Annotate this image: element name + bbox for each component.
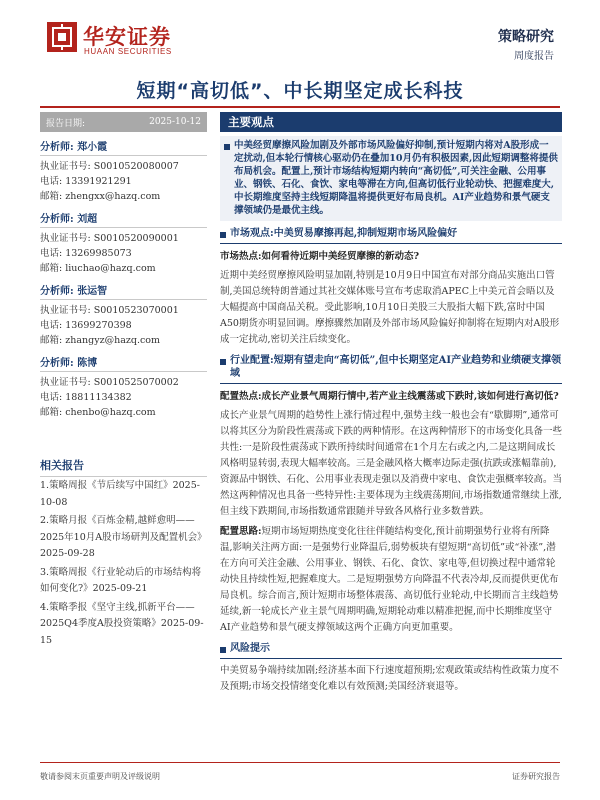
analyst-cert: 执业证书号: S0010523070001 (40, 305, 179, 316)
analyst-column (40, 112, 207, 420)
footer-label: 证券研究报告 (512, 772, 560, 781)
analyst-name-row (40, 282, 207, 297)
report-date-label: 报告日期: (46, 118, 86, 129)
square-bullet-icon (224, 144, 230, 150)
related-report-link[interactable]: 2.策略月报《百炼金精,越鲜愈明——2025年10月A股市场研判及配置机会》2025-09-28 (40, 515, 207, 559)
analyst-card (40, 138, 207, 204)
summary-text: 中美经贸摩擦风险加剧及外部市场风险偏好抑制,预计短期内将对A股形成一定扰动,但本轮行情核心驱动仍在叠加10月仍有积极因素,因此短期调整将提供布局机会。配置上,预计市场结构短期内转向“高切低”,可关注金融、公用事业、钢铁、石化、食饮、家电等滞在方向,但高切低行业轮动快、把握难度大,中长期维度坚持主线短期降温将提供更好布局良机。AI产业趋势和景气硬支撑领域仍是最优主线。 (234, 140, 558, 216)
allocation-paragraph: 成长产业景气周期的趋势性上涨行情过程中,强势主线一般也会有“歇脚期”,通常可以将其区分为阶段性震荡或下跌的两种情形。在这两种情形下的市场变化具备一些共性:一是阶段性震荡或下跌所持续时间通常在1个月左右或之内,二是这期间成长风格明显转弱,表现大幅率较高。三是金融风格大概率边际走强(抗跌或涨幅靠前),资源品中钢铁、石化、公用事业表现走强以及消费中家电、食饮走强概率较高。当然这两种情况也具备一些特异性:主要体现为主线震荡期间,市场指数通常继续上涨,但主线下跌期间,市场指数通常跟随并导致各风格行业多数普跌。 (220, 410, 563, 517)
analyst-email[interactable]: 邮箱: zhengxx@hazq.com (40, 191, 161, 202)
section-title-main-points: 主要观点 (220, 112, 562, 132)
summary-box (220, 136, 562, 221)
analyst-name: 刘超 (77, 214, 98, 225)
analyst-role: 分析师: (40, 358, 74, 369)
related-report-link[interactable]: 1.策略周报《节后续写中国红》2025-10-08 (40, 480, 200, 508)
footer-divider (40, 762, 560, 763)
risk-paragraph: 中美贸易争端持续加剧;经济基本面下行速度超预期;宏观政策或结构性政策力度不及预期;市场交投情绪变化难以有效预测;美国经济衰退等。 (220, 665, 559, 692)
analyst-name: 陈博 (77, 358, 98, 369)
allocation-hotspot-question: 配置热点:成长产业景气周期行情中,若产业主线震荡或下跌时,该如何进行高切低? (220, 391, 559, 402)
report-title: 短期“高切低”、中长期坚定成长科技 (136, 80, 464, 102)
allocation-strategy-text: 短期市场短期热度变化往往伴随结构变化,预计前期强势行业将有所降温,影响关注两方面:一是强势行业降温后,弱势板块有望短期“高切低”或“补涨”,潜在方向可关注金融、公用事业、钢铁、石化、食饮、家电等,但切换过程中通常轮动快且持续性短,把握难度大。二是短期强势方向降温不代表冷却,反而提供更优布局良机。综合而言,预计短期市场整体震荡、高切低行业轮动,中长期而言主线趋势延续,新一轮成长产业主景气周期明确,短期轮动难以精准把握,而中长期维度坚守AI产业趋势和景气硬支撑领域这两个正确方向更加重要。 (220, 526, 559, 633)
allocation-strategy-lead: 配置思路: (220, 526, 262, 537)
analyst-divider (40, 299, 207, 300)
analyst-name-row (40, 210, 207, 225)
heading-underline (220, 383, 562, 384)
market-view-paragraph: 近期中美经贸摩擦风险明显加剧,特别是10月9日中国宣布对部分商品实施出口管制,美国总统特朗普通过其社交媒体账号宣布考虑取消APEC上中美元首会晤以及大幅提高中国商品关税。受此影响,10月10日美股三大股指大幅下跌,富时中国A50期货亦明显回调。摩擦骤然加剧及外部市场风险偏好抑制将在短期内对A股形成一定扰动,密切关注后续变化。 (220, 270, 560, 345)
analyst-phone: 电话: 13699270398 (40, 320, 132, 331)
heading-underline (220, 243, 562, 244)
analyst-name-row (40, 354, 207, 369)
square-bullet-icon (220, 359, 226, 365)
related-report-link[interactable]: 3.策略周报《行业轮动后的市场结构将如何变化?》2025-09-21 (40, 566, 202, 594)
analyst-card (40, 282, 207, 348)
risk-title: 风险提示 (230, 643, 270, 654)
analyst-role: 分析师: (40, 142, 74, 153)
analyst-role: 分析师: (40, 286, 74, 297)
analyst-divider (40, 371, 207, 372)
analyst-role: 分析师: (40, 214, 74, 225)
main-content (220, 112, 562, 695)
related-reports-list (40, 478, 207, 651)
analyst-name-row (40, 138, 207, 153)
analyst-name: 张运智 (77, 286, 108, 297)
report-date-bar (40, 112, 207, 132)
report-header (0, 0, 600, 66)
industry-allocation-heading (220, 354, 562, 384)
company-logo-english: HUAAN SECURITIES (84, 47, 172, 56)
footer-disclaimer[interactable]: 敬请参阅末页重要声明及评级说明 (40, 772, 160, 781)
analyst-divider (40, 227, 207, 228)
company-logo-text: 华安证券 (83, 25, 171, 49)
analyst-name: 郑小霞 (77, 142, 108, 153)
analyst-phone: 电话: 18811134382 (40, 392, 132, 403)
square-bullet-icon (220, 647, 226, 653)
analyst-cert: 执业证书号: S0010520090001 (40, 233, 179, 244)
document-subtype: 周度报告 (514, 51, 554, 62)
analyst-cert: 执业证书号: S0010525070002 (40, 377, 179, 388)
heading-underline (220, 658, 562, 659)
analyst-card (40, 354, 207, 420)
analyst-phone: 电话: 13269985073 (40, 248, 132, 259)
report-date-value: 2025-10-12 (149, 117, 201, 127)
analyst-email[interactable]: 邮箱: liuchao@hazq.com (40, 263, 156, 274)
analyst-email[interactable]: 邮箱: chenbo@hazq.com (40, 407, 156, 418)
related-reports-title: 相关报告 (40, 457, 207, 477)
company-logo-icon (47, 22, 77, 52)
market-hotspot-question: 市场热点:如何看待近期中美经贸摩擦的新动态? (220, 251, 420, 262)
related-report-link[interactable]: 4.策略季报《坚守主线,抓新平台——2025Q4季度A股投资策略》2025-09-15 (40, 601, 204, 646)
analyst-phone: 电话: 13391921291 (40, 176, 132, 187)
analyst-divider (40, 155, 207, 156)
market-view-title: 市场观点:中美贸易摩擦再起,抑制短期市场风险偏好 (230, 228, 458, 239)
market-view-heading (220, 227, 562, 244)
document-type: 策略研究 (498, 29, 554, 45)
analyst-card (40, 210, 207, 276)
title-divider (40, 106, 560, 108)
analyst-cert: 执业证书号: S0010520080007 (40, 161, 179, 172)
industry-allocation-title: 行业配置:短期有望走向“高切低”,但中长期坚定AI产业趋势和业绩硬支撑领域 (230, 355, 562, 379)
risk-heading (220, 642, 562, 659)
analyst-email[interactable]: 邮箱: zhangyz@hazq.com (40, 335, 161, 346)
allocation-strategy-paragraph (220, 524, 562, 636)
square-bullet-icon (220, 232, 226, 238)
